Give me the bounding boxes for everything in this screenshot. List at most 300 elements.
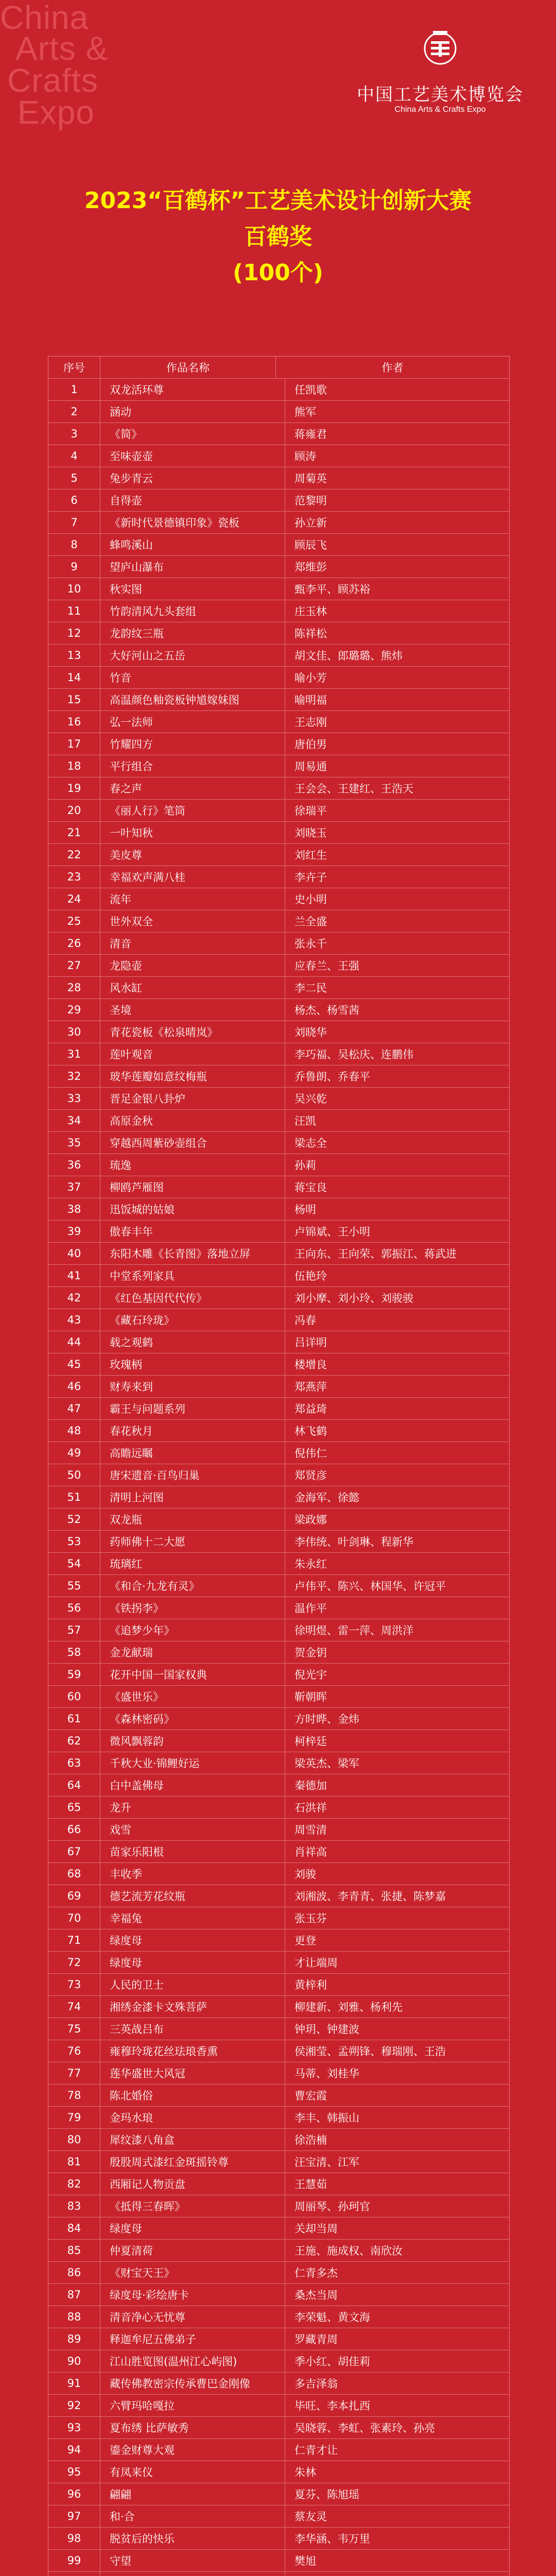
table-row — [48, 2528, 509, 2550]
row-index: 62 — [48, 1730, 100, 1752]
table-row — [48, 2417, 509, 2439]
row-author: 刘骏 — [294, 1868, 316, 1880]
row-index: 44 — [48, 1331, 100, 1353]
row-work-name: 傲春丰年 — [100, 1221, 285, 1242]
row-index: 46 — [48, 1376, 100, 1397]
table-row — [48, 711, 509, 733]
row-index: 10 — [48, 578, 100, 600]
row-work-name: 望庐山瀑布 — [100, 556, 285, 578]
row-author: 应春兰、王强 — [294, 960, 359, 972]
row-index: 51 — [48, 1486, 100, 1508]
table-row — [48, 2284, 509, 2306]
row-author: 朱永红 — [294, 1558, 327, 1570]
table-row — [48, 844, 509, 866]
row-index: 14 — [48, 667, 100, 688]
row-author: 冯春 — [294, 1314, 316, 1327]
table-row — [48, 467, 509, 489]
watermark-line-4: Expo — [18, 94, 95, 131]
row-index: 69 — [48, 1885, 100, 1907]
row-author: 兰全盛 — [294, 916, 327, 928]
row-work-name: 江山胜览图(温州江心屿图) — [100, 2350, 285, 2372]
row-index: 32 — [48, 1065, 100, 1087]
row-index: 3 — [48, 423, 100, 445]
table-row — [48, 1929, 509, 1952]
title-count: (100个) — [232, 260, 324, 286]
row-author: 仁青才让 — [294, 2444, 338, 2456]
row-index: 47 — [48, 1398, 100, 1419]
table-row — [48, 1819, 509, 1841]
table-row — [48, 1486, 509, 1509]
row-author: 胡文佳、郎璐璐、熊炜 — [294, 650, 403, 662]
table-row — [48, 2084, 509, 2107]
row-index: 73 — [48, 1974, 100, 1995]
table-row — [48, 1110, 509, 1132]
expo-emblem-icon — [423, 30, 457, 66]
row-work-name: 幸福欢声满八桂 — [100, 866, 285, 888]
table-row — [48, 600, 509, 622]
table-row — [48, 1664, 509, 1686]
row-index: 53 — [48, 1531, 100, 1552]
row-index: 30 — [48, 1021, 100, 1043]
row-author: 方时晔、金炜 — [294, 1713, 359, 1725]
row-index: 72 — [48, 1952, 100, 1973]
table-row — [48, 401, 509, 423]
table-row — [48, 977, 509, 999]
row-work-name: 竹音 — [100, 667, 285, 688]
table-row — [48, 1265, 509, 1287]
row-index: 36 — [48, 1154, 100, 1176]
row-index: 96 — [48, 2483, 100, 2505]
row-author: 温作平 — [294, 1602, 327, 1615]
table-row — [48, 2550, 509, 2572]
row-index: 56 — [48, 1597, 100, 1619]
row-author: 卢伟平、陈兴、林国华、许冠平 — [294, 1580, 446, 1592]
row-work-name: 穿越西周紫砂壶组合 — [100, 1132, 285, 1154]
row-author: 梁政娜 — [294, 1514, 327, 1526]
row-index: 64 — [48, 1774, 100, 1796]
row-index: 25 — [48, 910, 100, 932]
row-index: 78 — [48, 2084, 100, 2106]
row-author: 孙立新 — [294, 517, 327, 529]
row-index: 20 — [48, 800, 100, 821]
table-row — [48, 2173, 509, 2195]
row-author: 唐伯男 — [294, 738, 327, 751]
row-index: 38 — [48, 1198, 100, 1220]
row-work-name: 翩翩 — [100, 2483, 285, 2505]
row-work-name: 千秋大业·锦鲤好运 — [100, 1752, 285, 1774]
row-index: 81 — [48, 2151, 100, 2173]
row-index: 87 — [48, 2284, 100, 2306]
row-author: 多吉泽翁 — [294, 2378, 338, 2390]
title-competition: 2023“百鹤杯”工艺美术设计创新大赛 — [84, 188, 472, 214]
row-author: 张永千 — [294, 938, 327, 950]
table-row — [48, 999, 509, 1021]
table-row — [48, 910, 509, 933]
table-row — [48, 1420, 509, 1442]
row-work-name: 一叶知秋 — [100, 822, 285, 843]
row-author: 吴晓蓉、李虹、张素玲、孙亮 — [294, 2422, 435, 2434]
table-row — [48, 1088, 509, 1110]
table-row — [48, 1176, 509, 1198]
table-row — [48, 578, 509, 600]
table-row — [48, 1021, 509, 1043]
row-work-name: 霸王与问题系列 — [100, 1398, 285, 1419]
row-work-name: 犀纹漆八角盒 — [100, 2129, 285, 2150]
row-index: 60 — [48, 1686, 100, 1707]
table-row — [48, 1885, 509, 1907]
table-row — [48, 1730, 509, 1752]
row-work-name: 流年 — [100, 888, 285, 910]
row-author: 李丰、韩振山 — [294, 2112, 359, 2124]
table-row — [48, 2439, 509, 2461]
table-row — [48, 1353, 509, 1376]
row-work-name: 竹耀四方 — [100, 733, 285, 755]
row-author: 周丽琴、孙珂官 — [294, 2200, 370, 2213]
row-author: 郑燕萍 — [294, 1381, 327, 1393]
row-work-name: 兔步青云 — [100, 467, 285, 489]
row-work-name: 藏传佛教密宗传承曹巴金刚像 — [100, 2372, 285, 2394]
row-author: 梁英杰、梁军 — [294, 1757, 359, 1770]
row-author: 喻明福 — [294, 694, 327, 706]
row-index: 35 — [48, 1132, 100, 1154]
row-work-name: 绿度母 — [100, 1929, 285, 1951]
row-index: 43 — [48, 1309, 100, 1331]
row-author: 汪宝清、江军 — [294, 2156, 359, 2168]
row-index: 50 — [48, 1464, 100, 1486]
row-author: 刘晓华 — [294, 1026, 327, 1039]
table-row — [48, 489, 509, 512]
row-author: 蒋宝良 — [294, 1181, 327, 1194]
row-work-name: 《森林密码》 — [100, 1708, 285, 1730]
row-author: 桑杰当周 — [294, 2289, 338, 2301]
table-row — [48, 1221, 509, 1243]
row-index: 77 — [48, 2062, 100, 2084]
table-row — [48, 1132, 509, 1154]
table-row — [48, 888, 509, 910]
row-work-name: 圣境 — [100, 999, 285, 1021]
row-work-name: 青花瓷板《松泉晴岚》 — [100, 1021, 285, 1043]
row-work-name: 白中盖佛母 — [100, 1774, 285, 1796]
row-author: 徐明煜、雷一萍、周洪洋 — [294, 1624, 413, 1637]
table-row — [48, 1243, 509, 1265]
table-row — [48, 1575, 509, 1597]
row-author: 石洪祥 — [294, 1802, 327, 1814]
watermark-line-1: China — [0, 0, 89, 36]
row-author: 秦德加 — [294, 1780, 327, 1792]
row-author: 刘湘波、李青青、张捷、陈梦嘉 — [294, 1890, 446, 1903]
row-author: 乔鲁朗、乔春平 — [294, 1071, 370, 1083]
row-index: 99 — [48, 2550, 100, 2571]
table-row — [48, 1996, 509, 2018]
row-author: 蔡友灵 — [294, 2511, 327, 2523]
row-work-name: 《财宝天王》 — [100, 2262, 285, 2283]
table-row — [48, 1065, 509, 1088]
row-index: 74 — [48, 1996, 100, 2018]
row-author: 靳朝晖 — [294, 1691, 327, 1703]
row-work-name: 《丽人行》笔筒 — [100, 800, 285, 821]
row-work-name: 金玛水琅 — [100, 2107, 285, 2128]
row-work-name: 幸福兔 — [100, 1907, 285, 1929]
table-row — [48, 1907, 509, 1929]
row-index — [48, 2572, 100, 2576]
table-row — [48, 1841, 509, 1863]
row-author: 刘晓玉 — [294, 827, 327, 839]
table-row — [48, 1686, 509, 1708]
row-work-name: 高原金秋 — [100, 1110, 285, 1131]
row-work-name: 迅饭城的姑娘 — [100, 1198, 285, 1220]
row-index: 23 — [48, 866, 100, 888]
row-author: 黄梓利 — [294, 1979, 327, 1991]
row-author: 倪伟仁 — [294, 1447, 327, 1460]
table-row — [48, 1797, 509, 1819]
table-row — [48, 445, 509, 467]
row-author: 梁志全 — [294, 1137, 327, 1149]
table-row — [48, 2350, 509, 2372]
table-row — [48, 645, 509, 667]
row-work-name: 竹韵清风九头套组 — [100, 600, 285, 622]
table-row — [48, 1398, 509, 1420]
row-work-name: 唐宋遗音·百鸟归巢 — [100, 1464, 285, 1486]
row-author: 倪光宇 — [294, 1669, 327, 1681]
row-index: 7 — [48, 512, 100, 533]
title-award: 百鹤奖 — [244, 224, 312, 250]
table-row — [48, 933, 509, 955]
row-work-name: 清音净心无忧尊 — [100, 2306, 285, 2328]
table-row — [48, 2018, 509, 2040]
row-index: 89 — [48, 2328, 100, 2350]
row-author: 李巧福、吴松庆、连鹏伟 — [294, 1048, 413, 1061]
row-work-name: 弘一法师 — [100, 711, 285, 733]
row-index: 19 — [48, 777, 100, 799]
row-author: 顾辰飞 — [294, 539, 327, 551]
table-row — [48, 2151, 509, 2173]
row-author: 王会会、王建红、王浩天 — [294, 783, 413, 795]
table-row — [48, 379, 509, 401]
row-work-name: 平行组合 — [100, 755, 285, 777]
row-work-name: 绿度母 — [100, 1952, 285, 1973]
row-author: 王志刚 — [294, 716, 327, 728]
row-work-name: 《铁拐李》 — [100, 1597, 285, 1619]
row-author: 柯梓廷 — [294, 1735, 327, 1748]
table-row — [48, 1464, 509, 1486]
row-index: 41 — [48, 1265, 100, 1286]
row-index: 94 — [48, 2439, 100, 2461]
row-work-name: 大好河山之五岳 — [100, 645, 285, 666]
row-author: 伍艳玲 — [294, 1270, 327, 1282]
row-author: 徐浩楠 — [294, 2134, 327, 2146]
row-work-name: 释迦牟尼五佛弟子 — [100, 2328, 285, 2350]
row-author: 陈祥松 — [294, 628, 327, 640]
row-work-name: 德艺流芳花纹瓶 — [100, 1885, 285, 1907]
row-index: 90 — [48, 2350, 100, 2372]
row-index: 76 — [48, 2040, 100, 2062]
row-work-name: 龙升 — [100, 1797, 285, 1818]
table-row — [48, 777, 509, 800]
row-author: 顾涛 — [294, 450, 316, 463]
table-row — [48, 1442, 509, 1464]
row-author: 任凯歌 — [294, 384, 327, 396]
row-index: 2 — [48, 401, 100, 422]
row-work-name: 清音 — [100, 933, 285, 954]
table-header-row — [48, 357, 509, 379]
row-work-name: 东阳木雕《长青图》落地立屏 — [100, 1243, 285, 1264]
row-index: 39 — [48, 1221, 100, 1242]
row-index: 45 — [48, 1353, 100, 1375]
row-work-name: 和·合 — [100, 2505, 285, 2527]
row-index: 1 — [48, 379, 100, 400]
table-row — [48, 2505, 509, 2528]
row-author: 朱林 — [294, 2466, 316, 2479]
row-work-name: 《藏石玲珑》 — [100, 1309, 285, 1331]
row-work-name: 玻华莲瓣如意纹梅瓶 — [100, 1065, 285, 1087]
row-author: 刘红生 — [294, 849, 327, 861]
row-author: 卢锦斌、王小明 — [294, 1226, 370, 1238]
row-work-name: 载之观鹤 — [100, 1331, 285, 1353]
row-index: 97 — [48, 2505, 100, 2527]
row-author: 曹宏霞 — [294, 2090, 327, 2102]
row-work-name: 清明上河图 — [100, 1486, 285, 1508]
table-row — [48, 1708, 509, 1730]
row-author: 甄李平、顾苏裕 — [294, 583, 370, 596]
row-work-name: 微风飘蓉韵 — [100, 1730, 285, 1752]
table-row — [48, 800, 509, 822]
row-index: 61 — [48, 1708, 100, 1730]
row-index: 26 — [48, 933, 100, 954]
row-work-name: 丰收季 — [100, 1863, 285, 1885]
table-row — [48, 2572, 509, 2576]
row-index: 9 — [48, 556, 100, 578]
table-row — [48, 512, 509, 534]
table-row — [48, 667, 509, 689]
table-row — [48, 556, 509, 578]
table-row — [48, 2483, 509, 2505]
row-author: 王施、施成权、南欣汝 — [294, 2245, 403, 2257]
row-work-name: 绿度母 — [100, 2217, 285, 2239]
row-index: 33 — [48, 1088, 100, 1109]
row-work-name: 财寿来到 — [100, 1376, 285, 1397]
row-index: 79 — [48, 2107, 100, 2128]
row-author: 柳建新、刘雅、杨利先 — [294, 2001, 403, 2013]
award-table — [48, 356, 510, 2576]
row-work-name: 《新时代景德镇印象》瓷板 — [100, 512, 285, 533]
row-index: 93 — [48, 2417, 100, 2438]
row-work-name: 高温颜色釉瓷板钟馗嫁妹图 — [100, 689, 285, 710]
row-index: 6 — [48, 489, 100, 511]
row-work-name: 夏布绣 比萨敏秀 — [100, 2417, 285, 2438]
row-work-name: 琉逸 — [100, 1154, 285, 1176]
table-row — [48, 2129, 509, 2151]
row-author: 钟玥、钟建波 — [294, 2023, 359, 2036]
row-index: 59 — [48, 1664, 100, 1685]
table-row — [48, 2328, 509, 2350]
row-author: 季小红、胡佳莉 — [294, 2355, 370, 2368]
row-work-name: 药师佛十二大愿 — [100, 1531, 285, 1552]
row-author: 范黎明 — [294, 495, 327, 507]
row-work-name: 秋实图 — [100, 578, 285, 600]
row-author: 楼增良 — [294, 1359, 327, 1371]
table-row — [48, 1376, 509, 1398]
logo-chinese-name: 中国工艺美术博览会 — [357, 84, 524, 105]
row-author: 史小明 — [294, 893, 327, 906]
row-index: 22 — [48, 844, 100, 866]
row-index: 49 — [48, 1442, 100, 1464]
table-row — [48, 1309, 509, 1331]
row-work-name: 《抵得三春晖》 — [100, 2195, 285, 2217]
row-index: 63 — [48, 1752, 100, 1774]
row-index: 67 — [48, 1841, 100, 1862]
row-index: 17 — [48, 733, 100, 755]
row-author: 郑益琦 — [294, 1403, 327, 1415]
row-author: 金海军、徐懿 — [294, 1492, 359, 1504]
table-row — [48, 1863, 509, 1885]
row-work-name: 陈北婚俗 — [100, 2084, 285, 2106]
row-work-name: 守望 — [100, 2550, 285, 2571]
table-row — [48, 866, 509, 888]
watermark-line-2: Arts & — [15, 30, 109, 67]
row-work-name: 双龙瓶 — [100, 1509, 285, 1530]
table-row — [48, 1619, 509, 1641]
row-author: 更登 — [294, 1935, 316, 1947]
row-work-name: 莲叶观音 — [100, 1043, 285, 1065]
row-work-name: 琉璃红 — [100, 1553, 285, 1574]
row-author: 李荣魁、黄文海 — [294, 2311, 370, 2324]
table-row — [48, 2372, 509, 2395]
row-work-name: 殷股周式漆红金斑摇铃尊 — [100, 2151, 285, 2173]
expo-logo — [355, 30, 525, 123]
row-work-name: 湘绣金漆卡文殊菩萨 — [100, 1996, 285, 2018]
row-author: 樊旭 — [294, 2555, 316, 2567]
row-author: 肖祥高 — [294, 1846, 327, 1858]
row-index: 82 — [48, 2173, 100, 2195]
row-index: 37 — [48, 1176, 100, 1198]
table-row — [48, 2395, 509, 2417]
row-index: 48 — [48, 1420, 100, 1442]
table-row — [48, 1553, 509, 1575]
table-row — [48, 1531, 509, 1553]
table-row — [48, 423, 509, 445]
row-work-name: 春之声 — [100, 777, 285, 799]
row-author: 李卉子 — [294, 871, 327, 884]
row-index: 52 — [48, 1509, 100, 1530]
row-work-name: 自得壶 — [100, 489, 285, 511]
table-row — [48, 1774, 509, 1797]
row-index: 24 — [48, 888, 100, 910]
row-author: 徐瑞平 — [294, 805, 327, 817]
row-index: 70 — [48, 1907, 100, 1929]
row-work-name: 雍穆玲珑花丝珐琅香熏 — [100, 2040, 285, 2062]
row-author: 吴兴乾 — [294, 1093, 327, 1105]
row-work-name: 高瞻远瞩 — [100, 1442, 285, 1464]
row-author: 才让端周 — [294, 1957, 338, 1969]
row-author: 张玉芬 — [294, 1912, 327, 1925]
row-author: 杨杰、杨雪茜 — [294, 1004, 359, 1016]
row-author: 侯湘莹、孟朔锋、穆瑞刚、王浩 — [294, 2045, 446, 2058]
row-index: 65 — [48, 1797, 100, 1818]
row-work-name: 玫瑰柄 — [100, 1353, 285, 1375]
row-work-name: 《盛世乐》 — [100, 1686, 285, 1707]
row-author: 林飞鹤 — [294, 1425, 327, 1437]
row-author: 毕旺、李本扎西 — [294, 2400, 370, 2412]
table-row — [48, 1597, 509, 1619]
row-author: 蒋雍君 — [294, 428, 327, 440]
table-row — [48, 622, 509, 645]
row-index: 34 — [48, 1110, 100, 1131]
row-index: 31 — [48, 1043, 100, 1065]
table-row — [48, 755, 509, 777]
row-index: 83 — [48, 2195, 100, 2217]
header-index: 序号 — [48, 357, 100, 378]
row-work-name: 《和合·九龙有灵》 — [100, 1575, 285, 1597]
